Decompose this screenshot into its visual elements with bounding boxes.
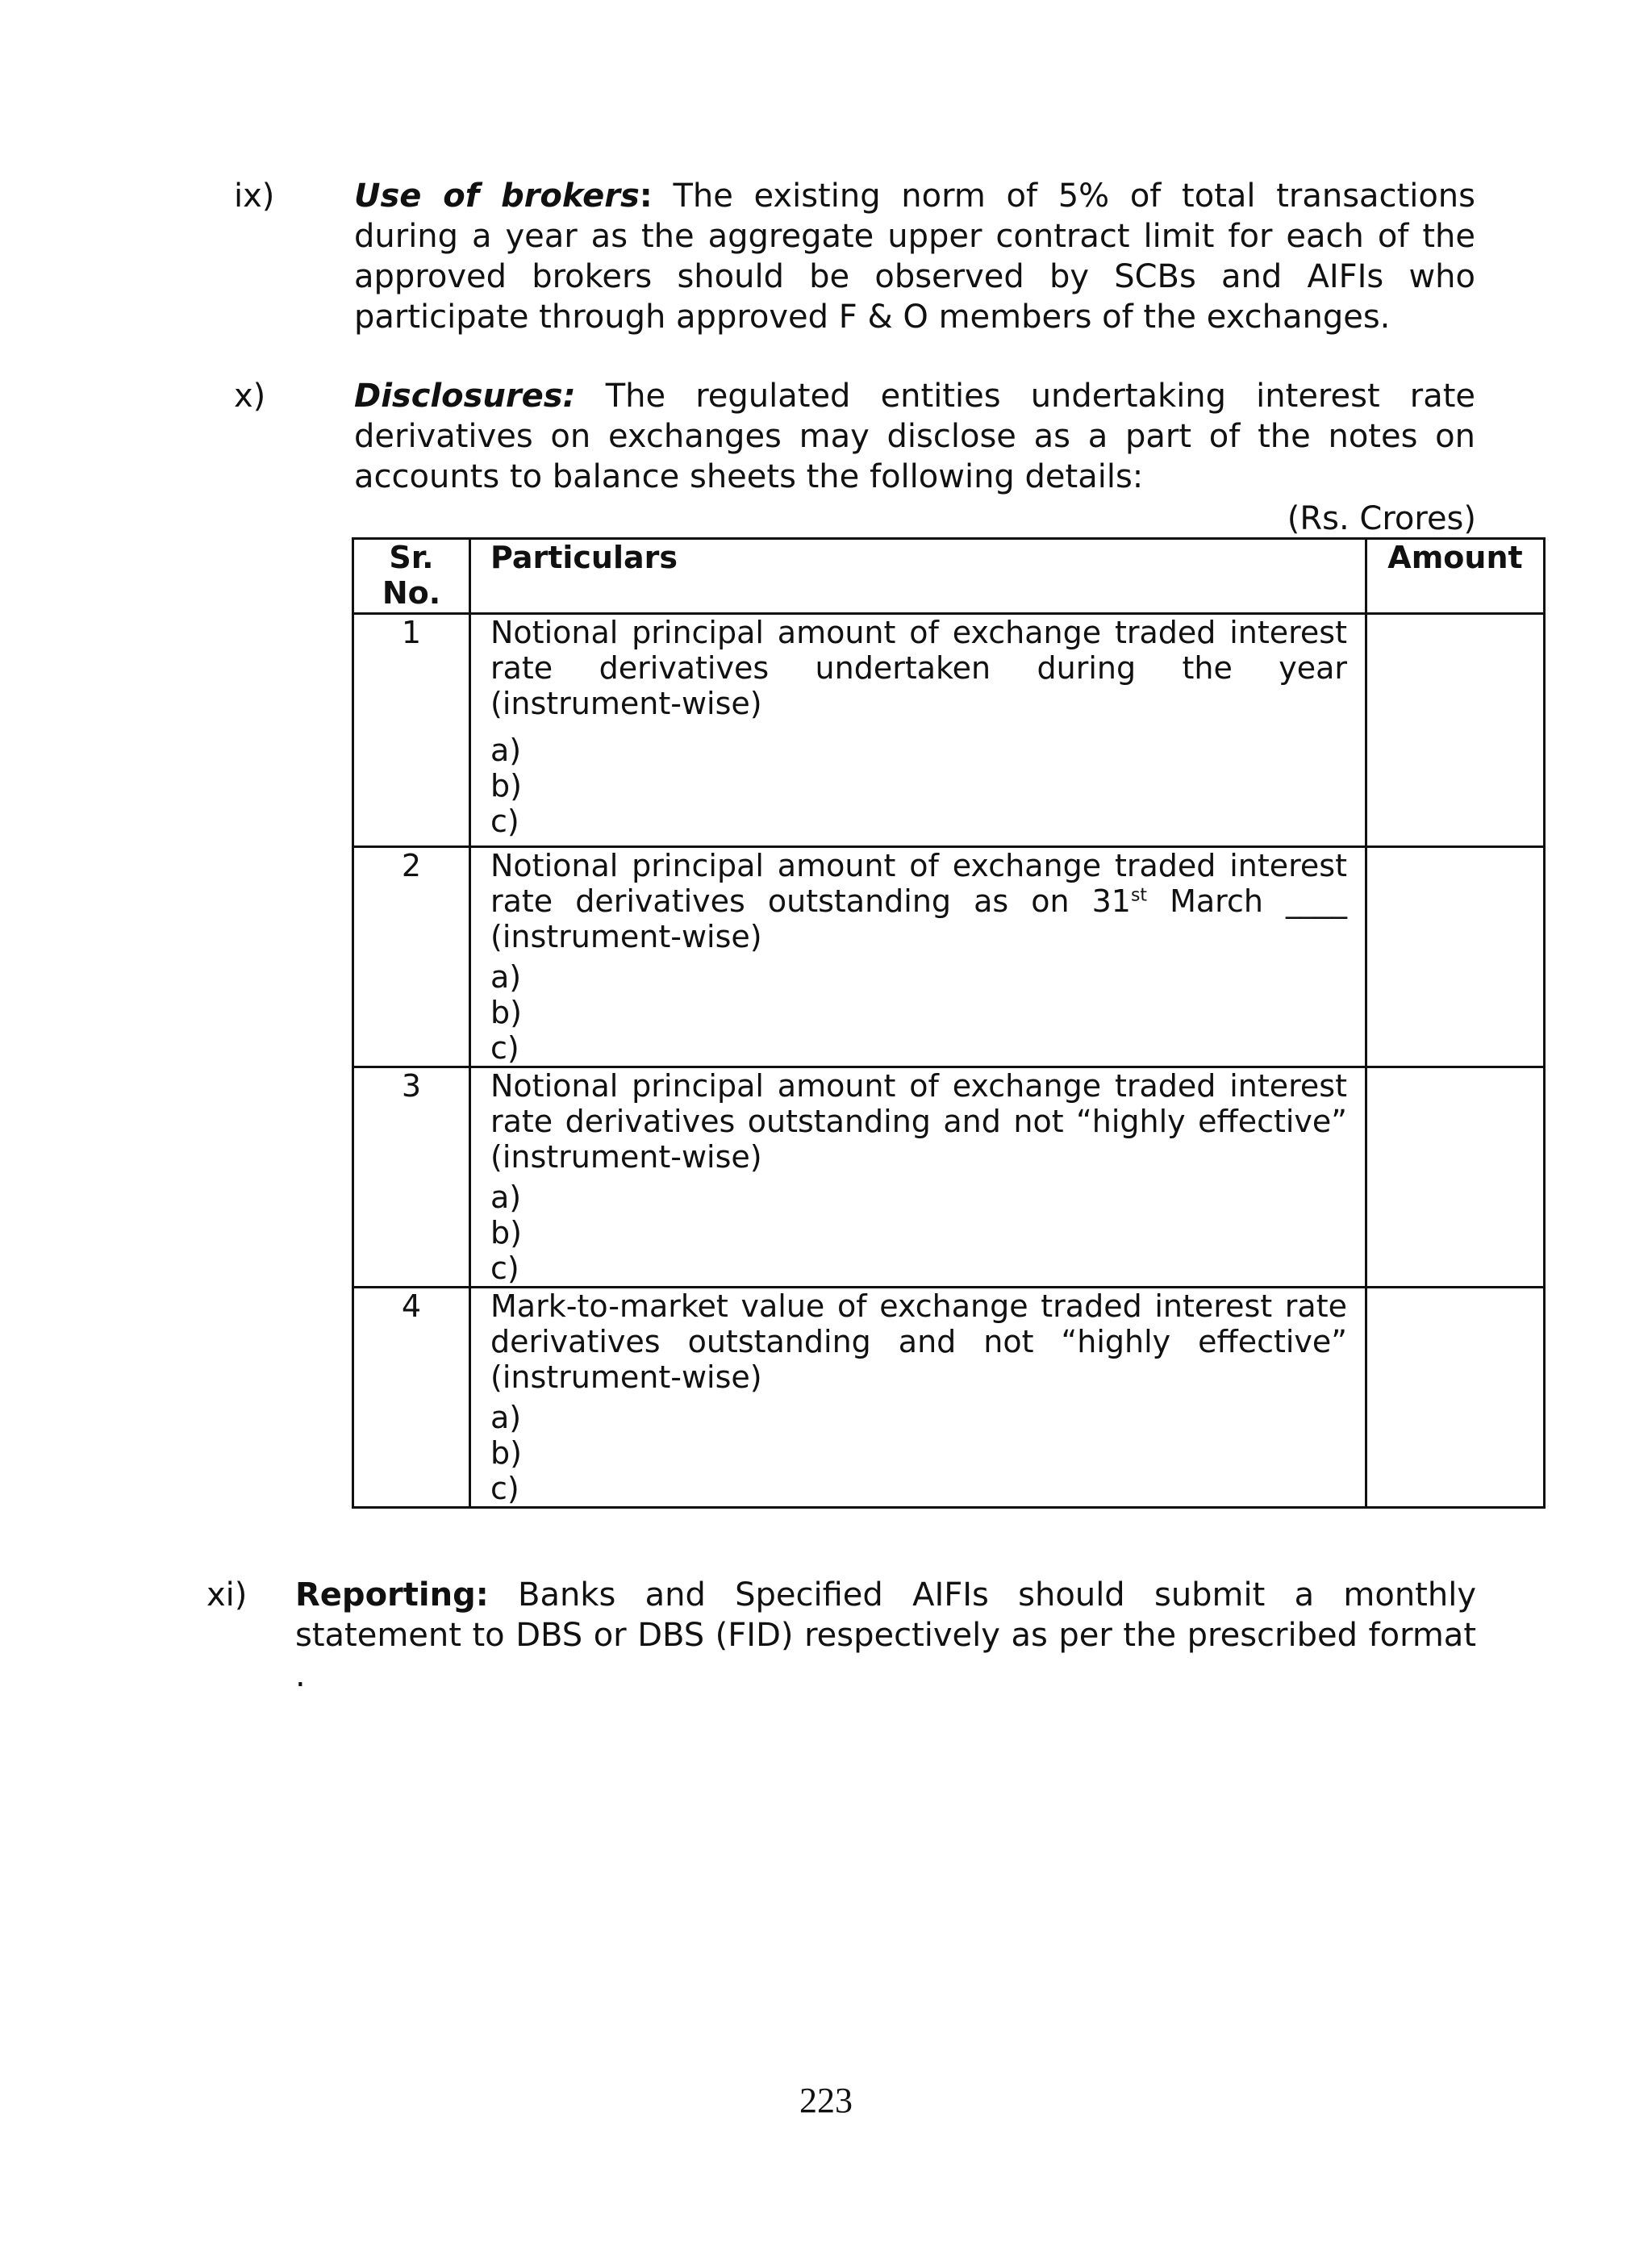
sub-item-a: a) [490,959,522,995]
sub-item-b: b) [490,1435,522,1471]
item-ix-body [354,176,1475,337]
row-particulars [470,614,1366,847]
row-sr-no: 4 [353,1288,470,1508]
item-xi-text: Banks and Specified AIFIs should submit a monthly statement to DBS or DBS (FID) respectively as per the prescribed format . [295,1576,1476,1694]
sub-item-b: b) [490,995,522,1030]
row-particulars [470,1288,1366,1508]
row-description-part2: March ____ (instrument-wise) [490,883,1347,954]
item-x [234,376,1476,505]
row-sr-no: 2 [353,847,470,1067]
row-particulars [470,1067,1366,1288]
header-amount: Amount [1366,539,1545,614]
row-sub-items [490,1179,1347,1286]
units-label: (Rs. Crores) [1287,500,1476,537]
item-x-body [354,376,1475,497]
row-description: Mark-to-market value of exchange traded interest rate derivatives outstanding and not “highly effective” (instrument-wise) [490,1288,1347,1395]
row-description-superscript: st [1130,885,1148,906]
row-amount [1366,1067,1545,1288]
sub-item-a: a) [490,1400,522,1435]
row-sub-items [490,1400,1347,1506]
sub-item-c: c) [490,1030,519,1066]
item-xi-body [295,1575,1476,1696]
sub-item-b: b) [490,1215,522,1250]
row-amount [1366,847,1545,1067]
table-header-row [353,539,1545,614]
header-particulars: Particulars [470,539,1366,614]
row-description: Notional principal amount of exchange traded interest rate derivatives undertaken during the year (instrument-wise) [490,615,1347,721]
table-row [353,847,1545,1067]
sub-item-c: c) [490,1250,519,1286]
item-ix [234,176,1476,345]
item-ix-number: ix) [234,177,275,215]
item-xi-number: xi) [206,1576,248,1614]
row-description-part1: Notional principal amount of exchange traded interest rate derivatives outstanding as on 31 [490,848,1347,919]
sub-item-c: c) [490,1471,519,1506]
row-amount [1366,1288,1545,1508]
table-row [353,1288,1545,1508]
row-sr-no: 3 [353,1067,470,1288]
item-ix-heading: Use of brokers [354,177,640,215]
item-xi [206,1575,1476,1704]
row-description [490,848,1347,954]
sub-item-a: a) [490,733,522,768]
disclosure-table [352,537,1546,1509]
header-sr-line1: Sr. [389,540,434,575]
header-sr-no [353,539,470,614]
item-xi-heading: Reporting: [295,1576,489,1614]
item-ix-colon: : [639,177,653,215]
item-x-heading: Disclosures: [354,378,576,415]
row-particulars [470,847,1366,1067]
row-amount [1366,614,1545,847]
table-row [353,614,1545,847]
sub-item-c: c) [490,804,519,839]
item-ix-text: The existing norm of 5% of total transactions during a year as the aggregate upper contract limit for each of the approved brokers should be observed by SCBs and AIFIs who participate through approved F & O members of the exchanges. [354,177,1475,336]
row-sr-no: 1 [353,614,470,847]
row-sub-items [490,959,1347,1066]
page-number: 223 [799,2081,853,2120]
header-sr-line2: No. [382,575,441,611]
sub-item-a: a) [490,1179,522,1215]
item-x-text: The regulated entities undertaking interest rate derivatives on exchanges may disclose as a part of the notes on accounts to balance sheets the following details: [354,378,1475,495]
table-row [353,1067,1545,1288]
row-sub-items [490,733,1347,839]
row-description: Notional principal amount of exchange traded interest rate derivatives outstanding and not “highly effective” (instrument-wise) [490,1068,1347,1175]
item-x-number: x) [234,378,266,415]
sub-item-b: b) [490,768,522,804]
